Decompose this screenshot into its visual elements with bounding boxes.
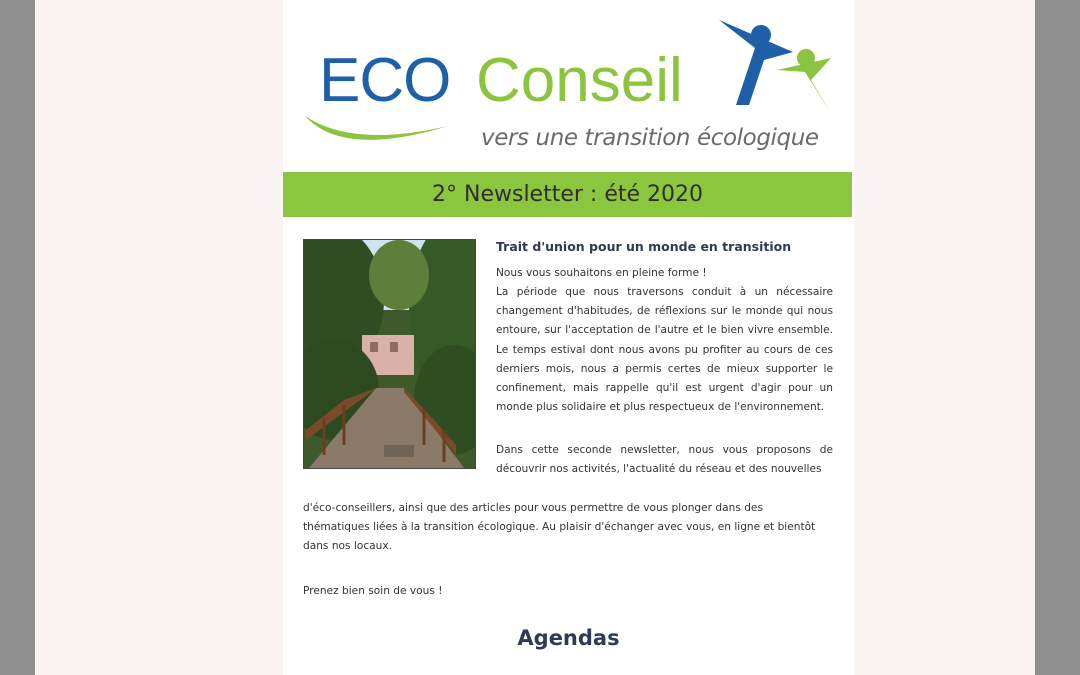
article-paragraph-2-start: Dans cette seconde newsletter, nous vous proposons de découvrir nos activités, l'actualité du réseau et des nouvelles [496, 444, 833, 476]
article-greeting: Nous vous souhaitons en pleine forme ! [496, 267, 707, 279]
article-paragraph-2-end: d'éco-conseillers, ainsi que des articles pour vous permettre de vous plonger dans des thématiques liées à la transition écologique. Au plaisir d'échanger avec vous, en ligne et bientôt dans nos locaux. [303, 502, 816, 553]
logo-conseil-word: Conseil [476, 46, 683, 115]
logo-tagline: vers une transition écologique [481, 125, 819, 151]
agendas-heading: Agendas [517, 626, 620, 650]
newsletter-title-banner: 2° Newsletter : été 2020 [283, 172, 852, 217]
article-photo [303, 239, 476, 469]
footbridge-image [304, 240, 475, 468]
article-paragraph-1: La période que nous traversons conduit à un nécessaire changement d'habitudes, de réflexions sur le monde qui nous entoure, sur l'acceptation de l'autre et le bien vivre ensemble. Le temps estival dont nous avons pu profiter au cours de ces derniers mois, nous a permis certes de mieux supporter le confinement, mais rappelle qu'il est urgent d'agir pour un monde plus solidaire et plus respectueux de l'environnement. [496, 286, 833, 414]
article-signoff: Prenez bien soin de vous ! [303, 585, 443, 597]
green-figure-icon [777, 49, 831, 112]
logo-swoosh [305, 116, 448, 140]
newsletter-page [283, 0, 854, 675]
document-viewer [35, 0, 1035, 675]
blue-figure-icon [719, 20, 793, 105]
logo-eco-word: ECO [319, 46, 451, 115]
article-title: Trait d'union pour un monde en transition [496, 239, 792, 254]
eco-conseil-logo [283, 0, 854, 170]
